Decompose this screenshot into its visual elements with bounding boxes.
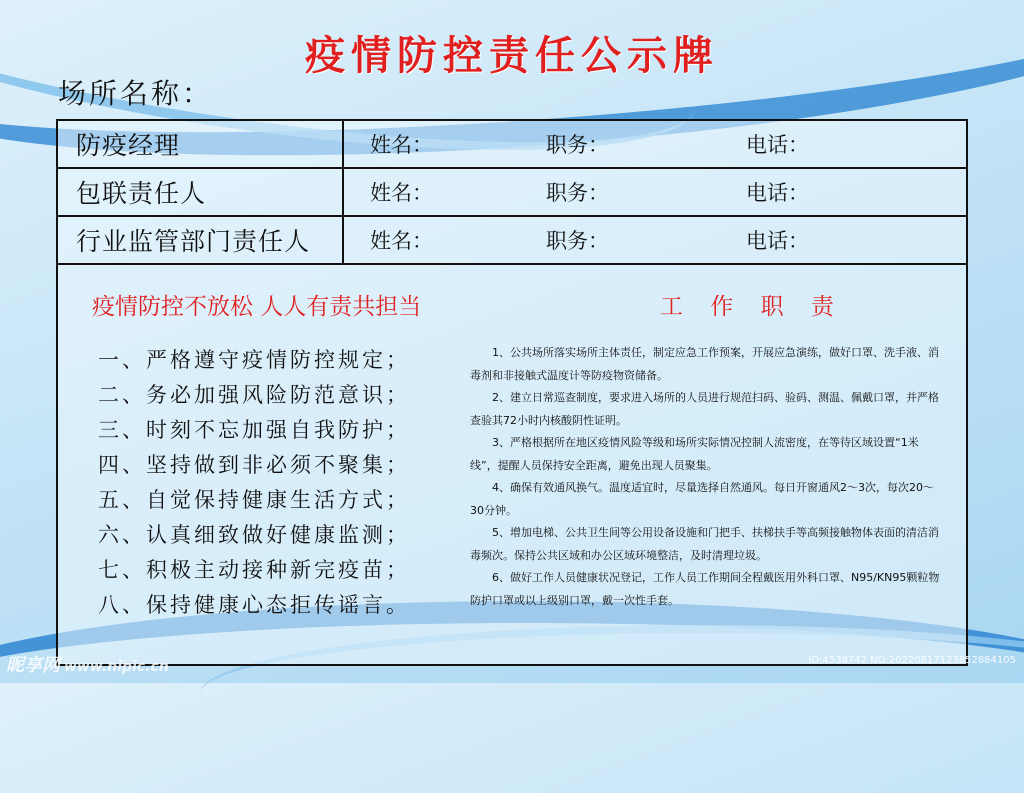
- post-field-label: 职务：: [546, 181, 609, 205]
- slogan: 疫情防控不放松 人人有责共担当: [92, 294, 422, 320]
- contact-row-epidemic-manager: [58, 121, 966, 169]
- rule-item: 八、保持健康心态拒传谣言。: [98, 593, 410, 617]
- duties-text: [470, 342, 945, 612]
- post-field-label: 职务：: [546, 229, 609, 253]
- rules-list: [98, 343, 410, 623]
- duty-paragraph: 6、做好工作人员健康状况登记，工作人员工作期间全程戴医用外科口罩、N95/KN95颗粒物防护口罩或以上级别口罩，戴一次性手套。: [470, 571, 940, 607]
- watermark-url: www.nipic.cn: [64, 659, 169, 675]
- rule-item: 五、自觉保持健康生活方式；: [98, 488, 410, 512]
- phone-field-label: 电话：: [746, 229, 809, 253]
- phone-field-label: 电话：: [746, 181, 809, 205]
- watermark-logo: [6, 651, 169, 677]
- name-field-label: 姓名：: [370, 181, 433, 205]
- duty-paragraph: 2、建立日常巡查制度，要求进入场所的人员进行规范扫码、验码、测温、佩戴口罩，并严格查验其72小时内核酸阴性证明。: [470, 391, 939, 427]
- duties-heading: 工 作 职 责: [660, 294, 844, 320]
- watermark-brand: 昵享网: [6, 655, 60, 676]
- role-label: 行业监管部门责任人: [58, 217, 344, 263]
- rule-item: 三、时刻不忘加强自我防护；: [98, 418, 410, 442]
- post-field-label: 职务：: [546, 133, 609, 157]
- venue-name-label: 场所名称：: [58, 77, 214, 110]
- rule-item: 七、积极主动接种新完疫苗；: [98, 558, 410, 582]
- duty-paragraph: 1、公共场所落实场所主体责任，制定应急工作预案，开展应急演练，做好口罩、洗手液、消毒剂和非接触式温度计等防疫物资储备。: [470, 346, 939, 382]
- contact-row-supervisor: [58, 217, 966, 265]
- rule-item: 六、认真细致做好健康监测；: [98, 523, 410, 547]
- name-field-label: 姓名：: [370, 133, 433, 157]
- duty-paragraph: 3、严格根据所在地区疫情风险等级和场所实际情况控制人流密度，在等待区域设置“1米线”，提醒人员保持安全距离，避免出现人员聚集。: [470, 436, 919, 472]
- duty-paragraph: 5、增加电梯、公共卫生间等公用设备设施和门把手、扶梯扶手等高频接触物体表面的清洁消毒频次。保持公共区域和办公区域环境整洁，及时清理垃圾。: [470, 526, 939, 562]
- rule-item: 一、严格遵守疫情防控规定；: [98, 348, 410, 372]
- rule-item: 二、务必加强风险防范意识；: [98, 383, 410, 407]
- watermark-id: ID:4538742 NO:20220817123852884105: [808, 655, 1016, 666]
- role-label: 包联责任人: [58, 169, 344, 215]
- role-label: 防疫经理: [58, 121, 344, 167]
- name-field-label: 姓名：: [370, 229, 433, 253]
- rule-item: 四、坚持做到非必须不聚集；: [98, 453, 410, 477]
- duty-paragraph: 4、确保有效通风换气。温度适宜时，尽量选择自然通风。每日开窗通风2～3次，每次20～30分钟。: [470, 481, 934, 517]
- contact-table: [58, 121, 966, 265]
- contact-row-liaison: [58, 169, 966, 217]
- page-title: 疫情防控责任公示牌: [305, 33, 719, 79]
- phone-field-label: 电话：: [746, 133, 809, 157]
